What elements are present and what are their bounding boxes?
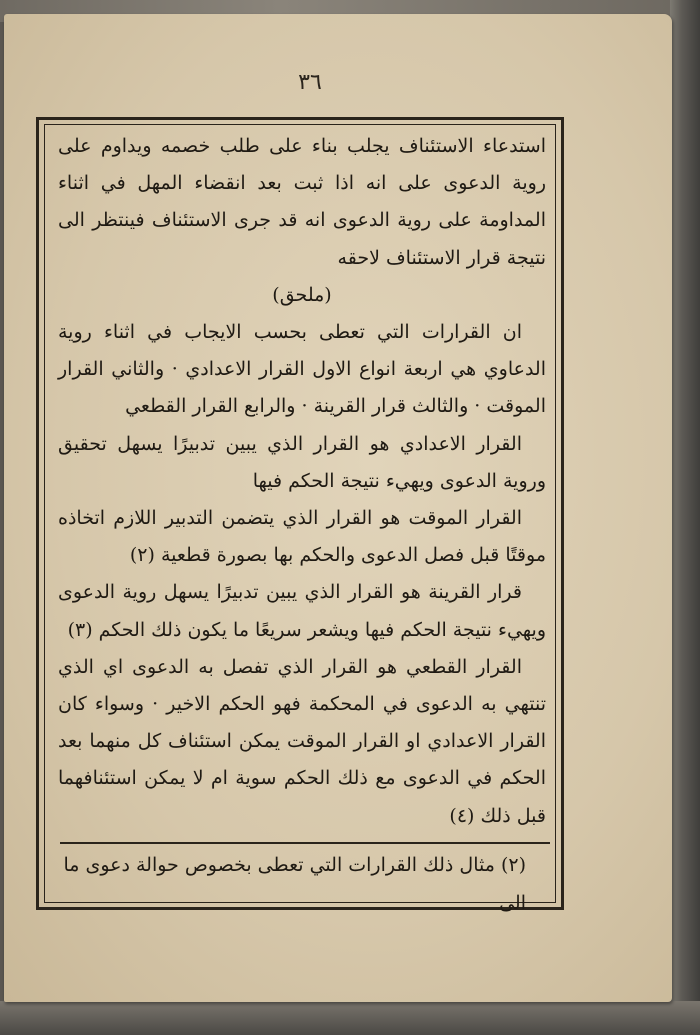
- book-cover-right-edge: [670, 0, 700, 1035]
- paragraph-preparatory-decision: القرار الاعدادي هو القرار الذي يبين تدبيرًا يسهل تحقيق وروية الدعوى ويهيء نتيجة الحكم فيها: [58, 432, 546, 492]
- paragraph-presumption-decision: قرار القرينة هو القرار الذي يبين تدبيرًا يسهل روية الدعوى ويهيء نتيجة الحكم فيها ويشعر سريعًا ما يكون ذلك الحكم (٣): [58, 581, 546, 641]
- section-heading-appendix: (ملحق): [272, 283, 332, 306]
- paragraph-interim-decision: القرار الموقت هو القرار الذي يتضمن التدبير اللازم اتخاذه موقتًا قبل فصل الدعوى والحكم بها بصورة قطعية (٢): [58, 507, 546, 567]
- paragraph-final-decision: القرار القطعي هو القرار الذي تفصل به الدعوى اي الذي تنتهي به الدعوى في المحكمة فهو الحكم الاخير · وسواء كان القرار الاعدادي او القرار الموقت يمكن استئناف كل منهما بعد الحكم في الدعوى مع ذلك الحكم سوية ام لا يمكن استئنافهما قبل ذلك (٤): [58, 655, 546, 827]
- paragraph-appeal-continuation: استدعاء الاستئناف يجلب بناء على طلب خصمه ويداوم على روية الدعوى على انه اذا ثبت بعد انقضاء المهل في اثناء المداومة على روية الدعوى انه قد جرى الاستئناف فينتظر الى نتيجة قرار الاستئناف لاحقه: [58, 135, 546, 269]
- main-text-block: [58, 128, 546, 848]
- footnote: (٢) مثال ذلك القرارات التي تعطى بخصوص حوالة دعوى ما الى: [63, 854, 526, 914]
- book-cover-bottom-edge: [0, 1001, 700, 1035]
- paragraph-decision-types: ان القرارات التي تعطى بحسب الايجاب في اثناء روية الدعاوي هي اربعة انواع الاول القرار الاعدادي · والثاني القرار الموقت · والثالث قرار القرينة · والرابع القرار القطعي: [58, 321, 546, 418]
- page-number: ٣٦: [298, 70, 322, 95]
- footnote-divider: [60, 842, 550, 844]
